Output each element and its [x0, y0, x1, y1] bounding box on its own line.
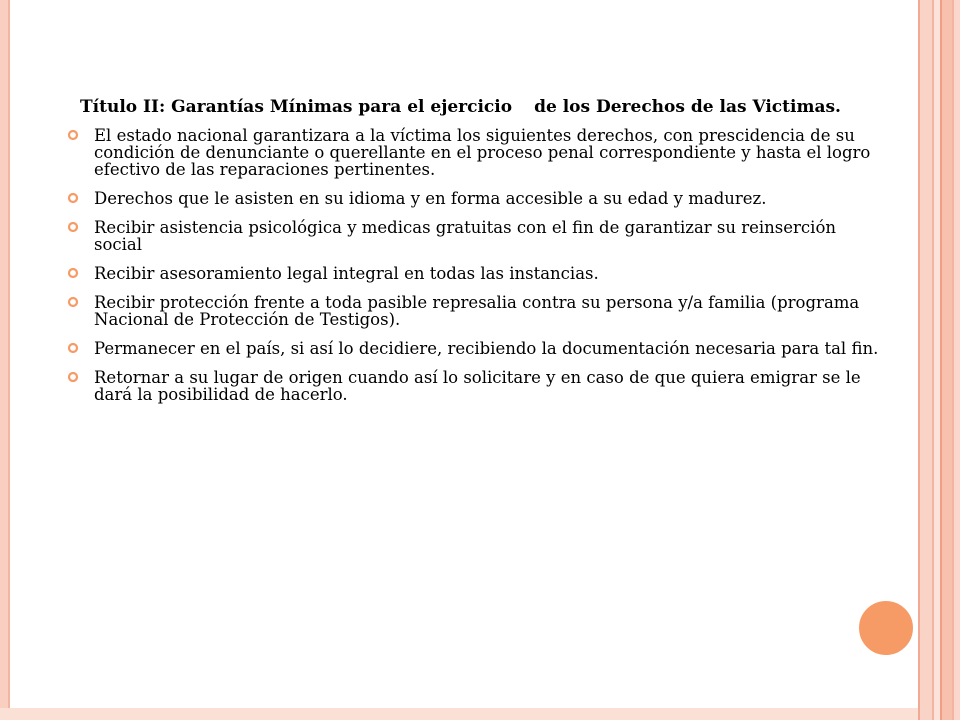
slide-title-part2: de los Derechos de las Victimas.: [534, 97, 841, 117]
list-item: [66, 369, 886, 403]
open-circle-bullet-icon: [67, 371, 79, 383]
right-decor-stripe: [952, 0, 960, 720]
bullet-text: Recibir asesoramiento legal integral en todas las instancias.: [94, 264, 599, 283]
list-item: [66, 294, 886, 328]
bullet-text: Recibir protección frente a toda pasible represalia contra su persona y/a familia (programa Nacional de Protección de Testigos).: [94, 293, 860, 329]
open-circle-bullet-icon: [67, 267, 79, 279]
bottom-frame-border: [0, 708, 920, 720]
orange-circle-decoration: [856, 598, 916, 658]
list-item: [66, 340, 886, 357]
slide-title: [66, 98, 886, 117]
right-decor-stripe: [940, 0, 952, 720]
open-circle-bullet-icon: [67, 221, 79, 233]
bullet-text: Retornar a su lugar de origen cuando así lo solicitare y en caso de que quiera emigrar se le dará la posibilidad de hacerlo.: [94, 368, 861, 404]
slide-content: [66, 98, 886, 415]
open-circle-bullet-icon: [67, 342, 79, 354]
open-circle-bullet-icon: [67, 296, 79, 308]
left-frame-border: [0, 0, 10, 720]
list-item: [66, 190, 886, 207]
bullet-text: Derechos que le asisten en su idioma y en forma accesible a su edad y madurez.: [94, 189, 767, 208]
bullet-list: [66, 127, 886, 403]
open-circle-bullet-icon: [67, 129, 79, 141]
list-item: [66, 265, 886, 282]
bullet-text: Recibir asistencia psicológica y medicas gratuitas con el fin de garantizar su reinserción social: [94, 218, 837, 254]
open-circle-bullet-icon: [67, 192, 79, 204]
slide-title-part1: Título II: Garantías Mínimas para el ejercicio: [80, 97, 513, 117]
right-decor-stripe: [932, 0, 940, 720]
list-item: [66, 219, 886, 253]
right-decor-stripe: [918, 0, 932, 720]
bullet-text: El estado nacional garantizara a la víctima los siguientes derechos, con prescidencia de su condición de denunciante o querellante en el proceso penal correspondiente y hasta el logro efectivo de las reparaciones pertinentes.: [94, 126, 871, 179]
list-item: [66, 127, 886, 178]
bullet-text: Permanecer en el país, si así lo decidiere, recibiendo la documentación necesaria para tal fin.: [94, 339, 879, 358]
